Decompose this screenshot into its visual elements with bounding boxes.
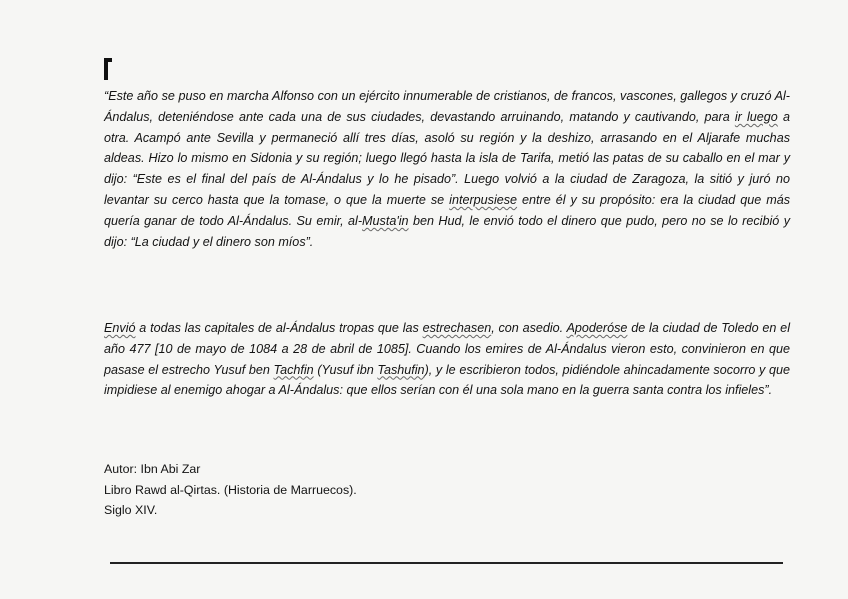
text-run: ), y le escribieron todos, pidiéndole ahincadamente socorro y que impidiese al enemigo ahogar a Al-Ándalus: que ellos serían con él una sola mano en la guerra santa contra los infieles”. xyxy=(104,362,791,398)
text-run: entre él y su propósito: era la ciudad que más quería ganar de todo Al-Ándalus. Su emir, al- xyxy=(104,192,790,228)
spellcheck-underlined-word[interactable]: Envió xyxy=(104,321,136,335)
spellcheck-underlined-word[interactable]: estrechasen xyxy=(422,321,492,335)
spellcheck-underlined-word[interactable]: Musta'in xyxy=(362,213,409,228)
spellcheck-underlined-word[interactable]: Apoderóse xyxy=(566,321,628,335)
text-run: , con asedio. xyxy=(491,321,567,335)
century-line: Siglo XIV. xyxy=(104,503,158,518)
spellcheck-underlined-word[interactable]: ir luego xyxy=(734,109,778,124)
text-run: (Yusuf ibn xyxy=(313,362,378,377)
spellcheck-underlined-word[interactable]: interpusiese xyxy=(449,192,518,207)
spellcheck-underlined-word[interactable]: Tachfin xyxy=(273,362,314,377)
text-cursor-mark xyxy=(104,58,108,80)
spellcheck-underlined-word[interactable]: Tashufin xyxy=(377,362,425,377)
book-line: Libro Rawd al-Qirtas. (Historia de Marruecos). xyxy=(104,482,357,497)
author-line: Autor: Ibn Abi Zar xyxy=(104,462,201,476)
quote-paragraph-1 xyxy=(104,86,790,252)
text-run: ben Hud, le envió todo el dinero que pudo, pero no se lo recibió y dijo: “La ciudad y el dinero son míos”. xyxy=(104,213,790,249)
text-run: a todas las capitales de al-Ándalus tropas que las xyxy=(135,321,423,335)
footer-rule xyxy=(110,562,783,564)
source-citation xyxy=(104,459,357,521)
text-run: “Este año se puso en marcha Alfonso con un ejército innumerable de cristianos, de francos, vascones, gallegos y cruzó Al-Ándalus, deteniéndose ante cada una de sus ciudades, devastando arruinando, matando y cautivando, para xyxy=(104,89,790,124)
text-run: de la ciudad de Toledo en el año 477 [10 de mayo de 1084 a 28 de abril de 1085]. Cuando los emires de Al-Ándalus vieron esto, convinieron en que pasase el estrecho Yusuf ben xyxy=(104,321,790,377)
quote-paragraph-2 xyxy=(104,318,790,401)
text-run: a otra. Acampó ante Sevilla y permaneció allí tres días, asoló su región y la deshizo, arrasando en el Aljarafe muchas aldeas. Hizo lo mismo en Sidonia y su región; luego llegó hasta la isla de Tarifa, metió las patas de su caballo en el mar y dijo: “Este es el final del país de Al-Ándalus y lo he pisado”. Luego volvió a la ciudad de Zaragoza, la sitió y juró no levantar su cerco hasta que la tomase, o que la muerte se xyxy=(104,109,790,207)
